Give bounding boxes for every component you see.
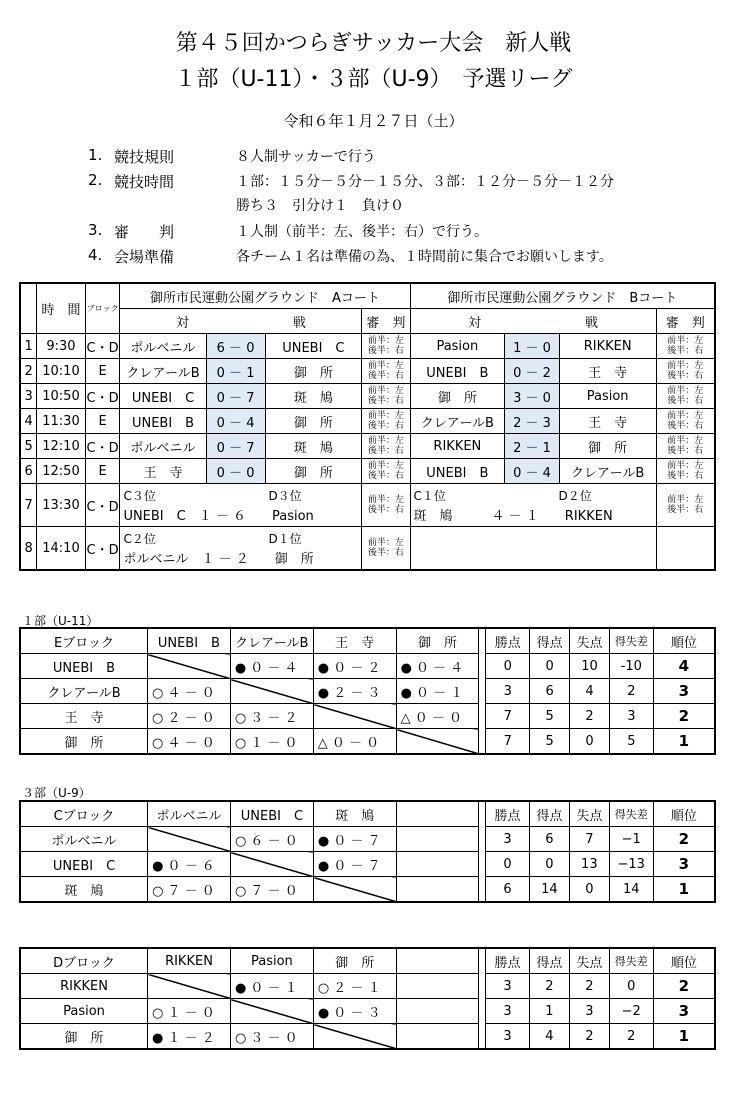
stat-head: 得失差 — [609, 628, 653, 654]
rank: 3 — [653, 852, 715, 877]
schedule-row-8: 8 14:10 C・D C２位 D１位 ポルベニル １ － ２ 御 所 前半：左 後半：右 — [20, 527, 715, 571]
match-result: ● ０ － ６ — [148, 852, 231, 877]
row-team: UNEBI B — [20, 654, 147, 679]
schedule-head-row — [20, 283, 715, 309]
schedule-table — [19, 282, 716, 571]
match-result — [313, 704, 396, 729]
stat-head: 失点 — [569, 801, 609, 827]
stat-value: 0 — [530, 654, 570, 679]
match-7a: C３位 D３位 UNEBI C １ － ６ Pasion — [120, 484, 362, 527]
score: 2 － 1 — [505, 434, 560, 459]
referee-note: 前半：左 後半：右 — [362, 459, 410, 484]
team-home: 御 所 — [410, 384, 505, 409]
schedule-row: 6 12:50 E 王 寺 0 － 0 御 所 前半：左 後半：右 UNEBI B 0 － 4 クレアールB 前半：左 後半：右 — [20, 459, 715, 484]
stat-value: 14 — [529, 877, 569, 903]
match-result — [313, 1024, 396, 1050]
row-team: 御 所 — [20, 729, 147, 755]
rank: 1 — [653, 877, 715, 903]
match-result: △ ０ － ０ — [396, 704, 479, 729]
match-result: ● ２ － ３ — [313, 679, 396, 704]
match-result: ○ ７ － ０ — [230, 877, 313, 903]
schedule-row: 2 10:10 E クレアールB 0 － 1 御 所 前半：左 後半：右 UNEBI B 0 － 2 王 寺 前半：左 後半：右 — [20, 359, 715, 384]
score: 0 － 4 — [505, 459, 560, 484]
team-away: RIKKEN — [559, 334, 656, 359]
schedule-row: 4 11:30 E UNEBI B 0 － 4 御 所 前半：左 後半：右 クレアールB 2 － 3 王 寺 前半：左 後半：右 — [20, 409, 715, 434]
referee-note: 前半：左 後半：右 — [362, 409, 410, 434]
team-away: 斑 鳩 — [265, 384, 362, 409]
row-team: 斑 鳩 — [20, 877, 148, 903]
team-home: UNEBI B — [410, 459, 505, 484]
match-result: ● １ － ２ — [148, 1024, 231, 1050]
match-result: ○ １ － ０ — [230, 729, 313, 755]
col-team: UNEBI C — [230, 801, 313, 827]
team-home: 王 寺 — [120, 459, 206, 484]
stat-value: 5 — [530, 704, 570, 729]
match-7b: C１位 D２位 斑 鳩 ４ － １ RIKKEN — [410, 484, 656, 527]
score: 0 － 7 — [206, 384, 265, 409]
stat-value: −2 — [609, 999, 653, 1024]
schedule-row: 1 9:30 C・D ポルベニル 6 － 0 UNEBI C 前半：左 後半：右 Pasion 1 － 0 RIKKEN 前半：左 後半：右 — [20, 334, 715, 359]
stat-value: 4 — [529, 1024, 569, 1050]
team-home: ポルベニル — [120, 434, 206, 459]
stat-value: 3 — [486, 1024, 530, 1050]
stat-value: 2 — [570, 704, 610, 729]
team-away: 斑 鳩 — [265, 434, 362, 459]
referee-note: 前半：左 後半：右 — [362, 384, 410, 409]
match-result — [230, 679, 313, 704]
rank: 3 — [653, 999, 715, 1024]
league-row — [20, 999, 715, 1024]
header-vs-a: 対 戦 — [120, 309, 362, 334]
team-home: RIKKEN — [410, 434, 505, 459]
header-vs-b: 対 戦 — [410, 309, 656, 334]
referee-note: 前半：左 後半：右 — [656, 434, 715, 459]
score: 0 － 7 — [206, 434, 265, 459]
stat-value: 2 — [569, 974, 609, 999]
stat-value: 6 — [529, 827, 569, 852]
stat-value: 13 — [569, 852, 609, 877]
schedule-row-7: 7 13:30 C・D C３位 D３位 UNEBI C １ － ６ Pasion 前半：左 後半：右 C１位 D２位 斑 鳩 ４ － １ RIKKEN 前半：左 後半：右 — [20, 484, 715, 527]
league-row — [20, 1024, 715, 1050]
stat-value: 5 — [530, 729, 570, 755]
stat-head: 勝点 — [486, 628, 530, 654]
match-result: ○ ４ － ０ — [147, 679, 230, 704]
match-result: ○ ２ － ０ — [147, 704, 230, 729]
league-row — [20, 729, 715, 755]
header-ref-a: 審 判 — [362, 309, 410, 334]
col-team: 王 寺 — [313, 628, 396, 654]
score: 0 － 0 — [206, 459, 265, 484]
stat-value: 14 — [609, 877, 653, 903]
header-ref-b: 審 判 — [656, 309, 715, 334]
row-team: UNEBI C — [20, 852, 148, 877]
stat-value: 2 — [529, 974, 569, 999]
team-away: 御 所 — [265, 409, 362, 434]
stat-value: 6 — [486, 877, 530, 903]
stat-value: 0 — [570, 729, 610, 755]
team-home: UNEBI B — [120, 409, 206, 434]
referee-note: 前半：左 後半：右 — [656, 409, 715, 434]
league-row — [20, 827, 715, 852]
team-away: 御 所 — [559, 434, 656, 459]
league-row — [20, 974, 715, 999]
referee-note: 前半：左 後半：右 — [362, 359, 410, 384]
match-result: ○ ６ － ０ — [230, 827, 313, 852]
team-home: ポルベニル — [120, 334, 206, 359]
match-result: ○ ３ － ０ — [230, 1024, 313, 1050]
score: 3 － 0 — [505, 384, 560, 409]
stat-value: 0 — [569, 877, 609, 903]
team-home: クレアールB — [120, 359, 206, 384]
stat-value: −13 — [609, 852, 653, 877]
rank: 3 — [653, 679, 715, 704]
team-away: 御 所 — [265, 359, 362, 384]
stat-value: 2 — [609, 679, 653, 704]
stat-value: 3 — [486, 999, 530, 1024]
league-head-row — [20, 628, 715, 654]
match-result: ● ０ － ４ — [230, 654, 313, 679]
stat-value: 1 — [529, 999, 569, 1024]
score: 1 － 0 — [505, 334, 560, 359]
match-result — [396, 729, 479, 755]
rank: 4 — [653, 654, 715, 679]
section-u11: １部（U-11） — [22, 614, 99, 628]
match-result: ● ０ － １ — [230, 974, 313, 999]
stat-value: 4 — [570, 679, 610, 704]
rank: 2 — [653, 704, 715, 729]
stat-value: 3 — [569, 999, 609, 1024]
match-result: ● ０ － ７ — [313, 852, 396, 877]
header-time: 時 間 — [37, 283, 85, 334]
stat-value: -10 — [609, 654, 653, 679]
match-result — [313, 877, 396, 903]
team-home: クレアールB — [410, 409, 505, 434]
stat-value: 0 — [486, 654, 530, 679]
event-date: 令和６年１月２７日（土） — [283, 112, 464, 130]
team-away: 王 寺 — [559, 359, 656, 384]
header-block: ブロック — [85, 283, 120, 334]
stat-head: 失点 — [569, 948, 609, 974]
referee-note: 前半：左 後半：右 — [656, 359, 715, 384]
col-team: クレアールB — [230, 628, 313, 654]
match-result: ● ０ － ２ — [313, 654, 396, 679]
match-result — [148, 974, 231, 999]
league-head-row — [20, 948, 715, 974]
league-row — [20, 877, 715, 903]
rank: 2 — [653, 827, 715, 852]
score: 0 － 1 — [206, 359, 265, 384]
schedule-row: 3 10:50 C・D UNEBI C 0 － 7 斑 鳩 前半：左 後半：右 御 所 3 － 0 Pasion 前半：左 後半：右 — [20, 384, 715, 409]
match-result: ● ０ － ７ — [313, 827, 396, 852]
league-row — [20, 654, 715, 679]
rank: 1 — [653, 1024, 715, 1050]
match-result — [148, 827, 231, 852]
referee-note: 前半：左 後半：右 — [656, 384, 715, 409]
rank: 1 — [653, 729, 715, 755]
row-team: 王 寺 — [20, 704, 147, 729]
rank: 2 — [653, 974, 715, 999]
sub-title: １部（U-11）・３部（U-9） 予選リーグ — [174, 67, 573, 92]
stat-value: 2 — [569, 1024, 609, 1050]
match-result: ○ ３ － ２ — [230, 704, 313, 729]
stat-value: 3 — [486, 679, 530, 704]
row-team: Pasion — [20, 999, 148, 1024]
league-row — [20, 852, 715, 877]
schedule-subhead-row — [20, 309, 715, 334]
stat-value: 7 — [486, 729, 530, 755]
stat-head: 得点 — [529, 801, 569, 827]
match-result: △ ０ － ０ — [313, 729, 396, 755]
team-home: UNEBI C — [120, 384, 206, 409]
stat-value: 0 — [609, 974, 653, 999]
stat-value: 5 — [609, 729, 653, 755]
stat-head: 順位 — [653, 628, 715, 654]
stat-value: 3 — [486, 827, 530, 852]
stat-value: 7 — [569, 827, 609, 852]
stat-head: 得失差 — [609, 948, 653, 974]
stat-value: 0 — [486, 852, 530, 877]
block-name: Eブロック — [20, 628, 147, 654]
stat-head: 得点 — [529, 948, 569, 974]
match-8a: C２位 D１位 ポルベニル １ － ２ 御 所 — [120, 527, 362, 571]
main-title: 第４５回かつらぎサッカー大会 新人戦 — [175, 31, 572, 56]
match-result: ○ ４ － ０ — [147, 729, 230, 755]
stat-head: 順位 — [653, 801, 715, 827]
match-result — [230, 999, 313, 1024]
stat-value: 3 — [486, 974, 530, 999]
stat-value: −1 — [609, 827, 653, 852]
stat-value: 7 — [486, 704, 530, 729]
league-table-e — [19, 627, 716, 755]
row-team: 御 所 — [20, 1024, 148, 1050]
stat-value: 3 — [609, 704, 653, 729]
stat-value: 0 — [529, 852, 569, 877]
court-a-header: 御所市民運動公園グラウンド Aコート — [120, 283, 410, 309]
match-result: ○ １ － ０ — [148, 999, 231, 1024]
col-team: 御 所 — [396, 628, 479, 654]
referee-note: 前半：左 後半：右 — [362, 334, 410, 359]
league-row — [20, 704, 715, 729]
stat-head: 得失差 — [609, 801, 653, 827]
score: 0 － 2 — [505, 359, 560, 384]
col-team: Pasion — [230, 948, 313, 974]
team-away: Pasion — [559, 384, 656, 409]
stat-value: 2 — [609, 1024, 653, 1050]
row-team: クレアールB — [20, 679, 147, 704]
team-away: クレアールB — [559, 459, 656, 484]
team-home: UNEBI B — [410, 359, 505, 384]
stat-head: 得点 — [530, 628, 570, 654]
team-home: Pasion — [410, 334, 505, 359]
league-head-row — [20, 801, 715, 827]
stat-head: 勝点 — [486, 948, 530, 974]
stat-head: 失点 — [570, 628, 610, 654]
match-result: ● ０ － ４ — [396, 654, 479, 679]
match-result: ○ ２ － １ — [313, 974, 396, 999]
match-result — [230, 852, 313, 877]
league-table-c — [19, 800, 716, 903]
team-away: 御 所 — [265, 459, 362, 484]
match-result: ● ０ － ３ — [313, 999, 396, 1024]
row-team: RIKKEN — [20, 974, 148, 999]
match-result — [147, 654, 230, 679]
col-team: ポルベニル — [148, 801, 231, 827]
col-team: 御 所 — [313, 948, 396, 974]
stat-head: 順位 — [653, 948, 715, 974]
stat-value: 10 — [570, 654, 610, 679]
team-away: UNEBI C — [265, 334, 362, 359]
block-name: Cブロック — [20, 801, 148, 827]
col-team: UNEBI B — [147, 628, 230, 654]
court-b-header: 御所市民運動公園グラウンド Bコート — [410, 283, 715, 309]
score: 0 － 4 — [206, 409, 265, 434]
section-u9: ３部（U-9） — [22, 786, 91, 800]
schedule-row: 5 12:10 C・D ポルベニル 0 － 7 斑 鳩 前半：左 後半：右 RIKKEN 2 － 1 御 所 前半：左 後半：右 — [20, 434, 715, 459]
match-result: ● ０ － １ — [396, 679, 479, 704]
row-team: ポルベニル — [20, 827, 148, 852]
league-table-d — [19, 947, 716, 1050]
team-away: 王 寺 — [559, 409, 656, 434]
league-row — [20, 679, 715, 704]
score: 2 － 3 — [505, 409, 560, 434]
score: 6 － 0 — [206, 334, 265, 359]
referee-note: 前半：左 後半：右 — [362, 434, 410, 459]
col-team: RIKKEN — [148, 948, 231, 974]
stat-value: 6 — [530, 679, 570, 704]
referee-note: 前半：左 後半：右 — [656, 459, 715, 484]
referee-note: 前半：左 後半：右 — [656, 334, 715, 359]
stat-head: 勝点 — [486, 801, 530, 827]
match-result: ○ ７ － ０ — [148, 877, 231, 903]
col-team: 斑 鳩 — [313, 801, 396, 827]
block-name: Dブロック — [20, 948, 148, 974]
